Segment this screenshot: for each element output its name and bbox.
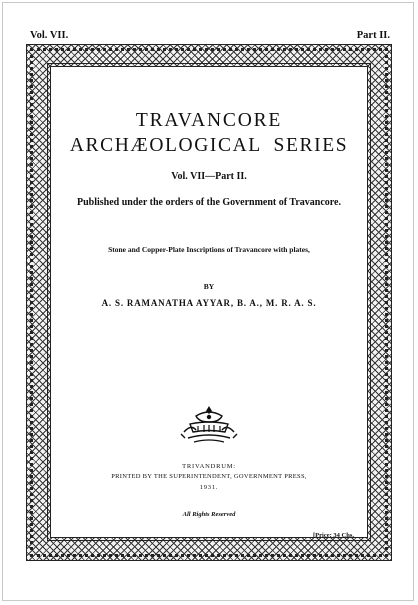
series-title-line1: TRAVANCORE	[135, 110, 283, 131]
header-part: Part II.	[356, 30, 390, 41]
header-volume: Vol. VII.	[30, 30, 69, 41]
price-label: [Price: 34 Chs.	[313, 532, 354, 539]
series-title-line2: ARCHÆOLOGICAL SERIES	[69, 135, 349, 156]
imprint-year: 1931.	[199, 484, 219, 491]
rights-notice: All Rights Reserved	[182, 511, 236, 518]
volume-part: Vol. VII—Part II.	[171, 171, 247, 182]
state-emblem-icon	[178, 402, 240, 446]
imprint-place: TRIVANDRUM:	[182, 463, 236, 470]
by-label: BY	[203, 282, 215, 291]
imprint-printer: PRINTED BY THE SUPERINTENDENT, GOVERNMENT PRESS,	[111, 473, 307, 480]
author-name: A. S. RAMANATHA AYYAR, B. A., M. R. A. S.	[101, 298, 317, 308]
published-note: Published under the orders of the Government of Travancore.	[77, 197, 341, 208]
title-page-content	[50, 66, 368, 538]
subject-line: Stone and Copper-Plate Inscriptions of Travancore with plates,	[108, 245, 310, 254]
